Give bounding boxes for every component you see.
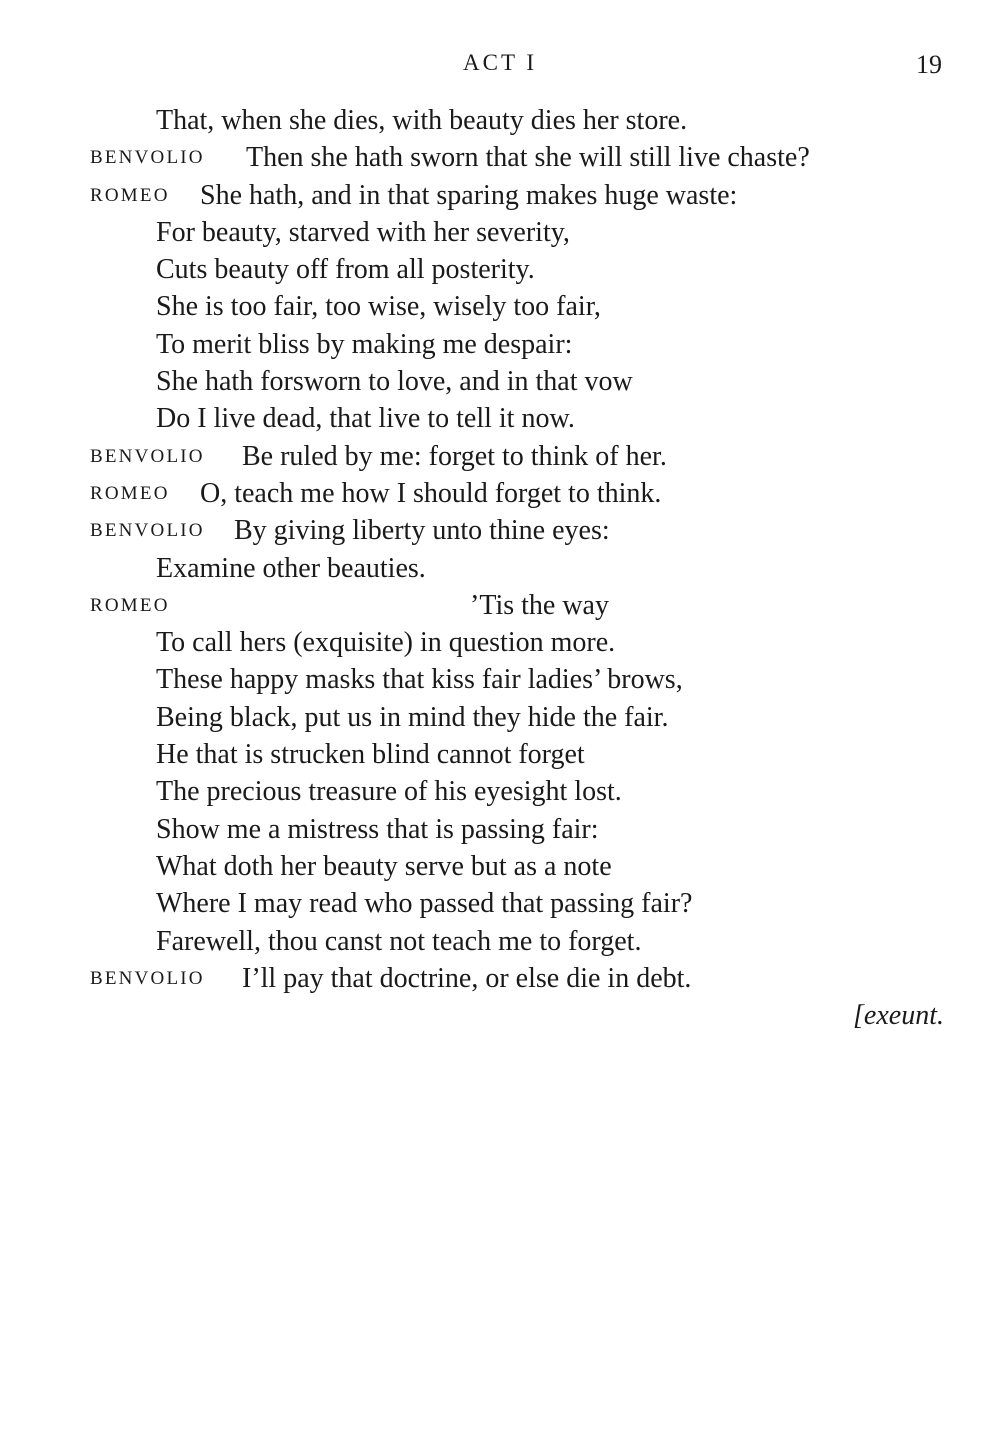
verse-line — [0, 923, 1000, 960]
line-text: Then she hath sworn that she will still live chaste? — [246, 142, 810, 174]
stage-direction: [exeunt. — [853, 1000, 944, 1032]
verse-line — [0, 363, 1000, 400]
speech-line — [0, 139, 1000, 176]
line-text: She hath forsworn to love, and in that vow — [156, 366, 633, 398]
speech-line — [0, 438, 1000, 475]
line-text: The precious treasure of his eyesight lost. — [156, 776, 622, 808]
line-text: Do I live dead, that live to tell it now. — [156, 403, 575, 435]
verse-line — [0, 661, 1000, 698]
verse-line — [0, 102, 1000, 139]
speaker-name: ROMEO — [90, 184, 170, 206]
speech-line — [0, 512, 1000, 549]
act-title: ACT I — [463, 50, 537, 75]
running-head — [0, 50, 1000, 84]
line-text: For beauty, starved with her severity, — [156, 216, 570, 248]
verse-line — [0, 811, 1000, 848]
line-text: To merit bliss by making me despair: — [156, 328, 573, 360]
verse-line — [0, 736, 1000, 773]
speech-line — [0, 475, 1000, 512]
verse-line — [0, 214, 1000, 251]
verse-line — [0, 773, 1000, 810]
line-text: These happy masks that kiss fair ladies’ brows, — [156, 664, 683, 696]
line-text: He that is strucken blind cannot forget — [156, 739, 585, 771]
line-text: O, teach me how I should forget to think. — [200, 477, 662, 509]
line-text: Where I may read who passed that passing fair? — [156, 888, 693, 920]
speaker-name: ROMEO — [90, 594, 170, 616]
speech-line — [0, 960, 1000, 997]
speech-line — [0, 177, 1000, 214]
verse-line — [0, 400, 1000, 437]
verse-line — [0, 326, 1000, 363]
speaker-name: ROMEO — [90, 482, 170, 504]
line-text: To call hers (exquisite) in question more. — [156, 627, 616, 659]
speech-line — [0, 587, 1000, 624]
line-text: She hath, and in that sparing makes huge waste: — [200, 179, 738, 211]
line-text: ’Tis the way — [470, 589, 609, 621]
speaker-name: BENVOLIO — [90, 147, 205, 169]
verse-line — [0, 699, 1000, 736]
line-text: Farewell, thou canst not teach me to forget. — [156, 925, 642, 957]
verse-line — [0, 624, 1000, 661]
speaker-name: BENVOLIO — [90, 520, 205, 542]
speaker-name: BENVOLIO — [90, 967, 205, 989]
line-text: Be ruled by me: forget to think of her. — [242, 440, 667, 472]
line-text: What doth her beauty serve but as a note — [156, 850, 612, 882]
speaker-name: BENVOLIO — [90, 445, 205, 467]
stage-direction-line — [0, 997, 1000, 1034]
verse-line — [0, 848, 1000, 885]
page-number: 19 — [916, 50, 942, 79]
line-text: Show me a mistress that is passing fair: — [156, 813, 599, 845]
line-text: By giving liberty unto thine eyes: — [234, 515, 610, 547]
line-text: Examine other beauties. — [156, 552, 426, 584]
verse-line — [0, 288, 1000, 325]
line-text: Cuts beauty off from all posterity. — [156, 254, 535, 286]
verse-line — [0, 251, 1000, 288]
play-text — [0, 102, 1000, 1034]
line-text: She is too fair, too wise, wisely too fair, — [156, 291, 601, 323]
line-text: Being black, put us in mind they hide the fair. — [156, 701, 669, 733]
line-text: I’ll pay that doctrine, or else die in debt. — [242, 962, 692, 994]
verse-line — [0, 885, 1000, 922]
verse-line — [0, 550, 1000, 587]
line-text: That, when she dies, with beauty dies her store. — [156, 105, 688, 136]
